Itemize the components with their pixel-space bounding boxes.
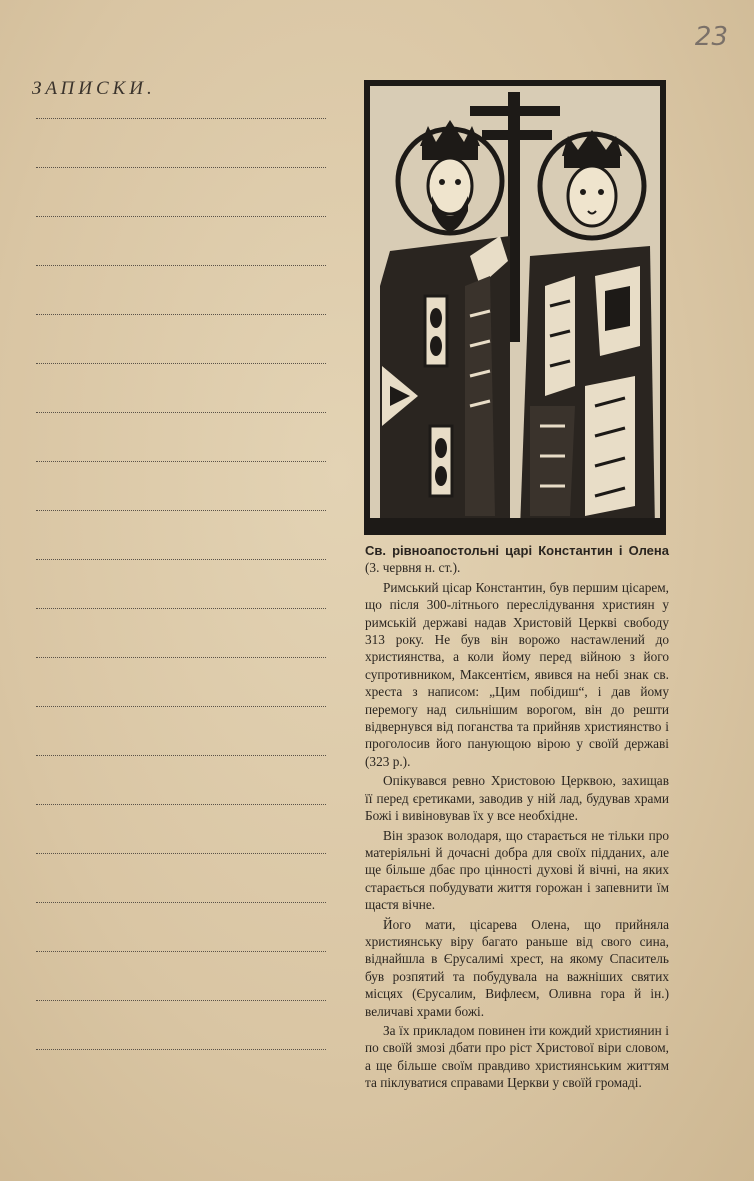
- notes-line: [36, 951, 326, 952]
- notes-line: [36, 216, 326, 217]
- notes-line: [36, 706, 326, 707]
- notes-lines: [36, 118, 326, 1098]
- notes-line: [36, 608, 326, 609]
- notes-line: [36, 1000, 326, 1001]
- notes-line: [36, 755, 326, 756]
- paragraph-example: За їх прикладом повинен іти кождий християнин і по своїй змозі дбати про ріст Христової віри словом, а ще більше своїм правдиво християнським життям та піклуватися справами Церкви у своїй громаді.: [365, 1022, 669, 1091]
- paragraph-constantine: Римський цісар Константин, був першим цісарем, що після 300-літнього переслідування християн у римській державі надав Христовій Церкві свободу 313 року. Не був він ворожо настawлений до християнства, а коли йому перед війною з його супротивником, Максентієм, явився на небі знак св. хреста з написом: „Цим побідиш“, і дав йому перемогу над сильнішим ворогом, він до решти відвернувся від поганства та прийняв християнство і проголосив його панующою вірою у своїй державі (323 р.).: [365, 579, 669, 769]
- notes-line: [36, 853, 326, 854]
- notes-line: [36, 363, 326, 364]
- article-text: [365, 542, 669, 1092]
- notes-line: [36, 510, 326, 511]
- notes-line: [36, 412, 326, 413]
- paragraph-church-care: Опікувався ревно Христовою Церквою, захищав її перед єретиками, заводив у ній лад, будував храми Божі і вивіновував їх у все необхідне.: [365, 773, 669, 824]
- notes-line: [36, 657, 326, 658]
- paragraph-helena: Його мати, цісарева Олена, що прийняла християнську віру багато раньше від свого сина, віднайшла в Єрусалимі хрест, на якому Спаситель був розпятий та побудувала на важніших святих місцях (Єрусалим, Вифлеєм, Оливна гора й ін.) величаві храми божі.: [365, 916, 669, 1019]
- notes-line: [36, 314, 326, 315]
- woodcut-image: [370, 86, 660, 529]
- caption-date: (3. червня н. ст.).: [365, 560, 461, 576]
- notes-line: [36, 1049, 326, 1050]
- icon-caption: [365, 542, 669, 577]
- notes-line: [36, 118, 326, 119]
- notes-line: [36, 265, 326, 266]
- notes-line: [36, 804, 326, 805]
- notes-line: [36, 559, 326, 560]
- page-number: 23: [694, 22, 728, 52]
- paragraph-ruler-example: Він зразок володаря, що старається не тільки про матеріяльні й дочасні добра для своїх підданих, але ще більше дбає про цінності духові й вічні, на яких старається побудувати життя горожан і запевнити їм щастя вічне.: [365, 827, 669, 913]
- notes-line: [36, 167, 326, 168]
- notes-line: [36, 461, 326, 462]
- notes-line: [36, 902, 326, 903]
- saints-icon-illustration: [364, 80, 666, 535]
- notes-title: ЗАПИСКИ.: [32, 78, 156, 99]
- caption-title: Св. рівноапостольні царі Константин і Олена: [365, 543, 669, 558]
